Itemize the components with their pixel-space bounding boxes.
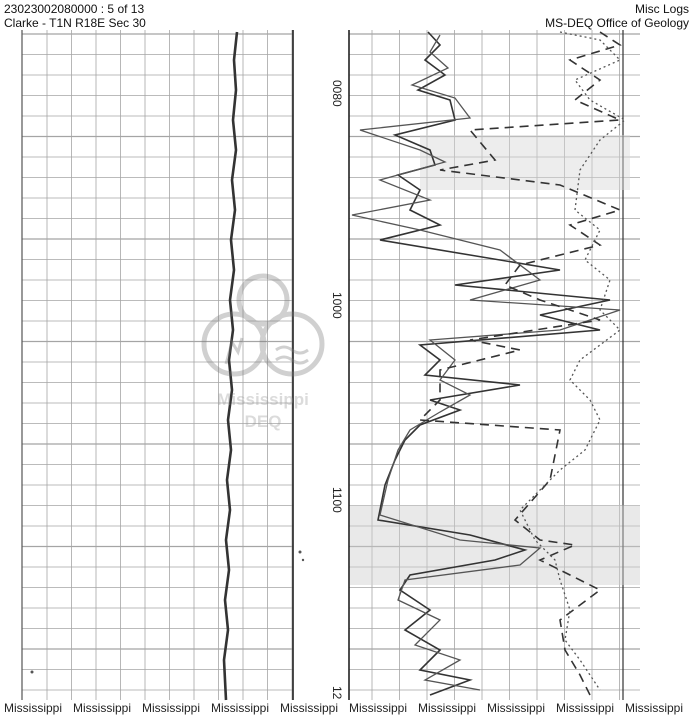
depth-label-1100: 1100	[330, 487, 344, 513]
footer-watermark-text: Mississippi	[4, 701, 63, 715]
footer-watermark-text: Mississippi	[280, 701, 339, 715]
footer-watermark-text: Mississippi	[418, 701, 477, 715]
scan-speck	[31, 671, 34, 674]
footer-watermark-text: Mississippi	[73, 701, 132, 715]
right-track-grid	[349, 30, 640, 700]
shaded-band	[420, 135, 630, 190]
watermark-line1: Mississippi	[217, 390, 309, 409]
depth-label-800: 0080	[330, 80, 344, 107]
well-id-page: 23023002080000 : 5 of 13	[4, 2, 145, 16]
dotted-curve-1	[520, 32, 625, 690]
scan-speck	[299, 551, 302, 554]
log-type: Misc Logs	[634, 2, 689, 16]
footer-watermark-text: Mississippi	[349, 701, 408, 715]
solid-curve-2	[352, 35, 620, 690]
ms-deq-logo-icon	[198, 272, 328, 442]
footer-watermark-text: Mississippi	[625, 701, 684, 715]
dashed-curve-1	[420, 32, 620, 695]
footer-watermark-text: Mississippi	[211, 701, 270, 715]
scan-speck	[302, 559, 304, 561]
agency-name: MS-DEQ Office of Geology	[545, 16, 689, 30]
solid-curve-1	[378, 32, 610, 695]
well-location: Clarke - T1N R18E Sec 30	[4, 16, 146, 30]
watermark-line2: DEQ	[244, 412, 282, 431]
shaded-band	[350, 505, 640, 585]
footer-watermark-text: Mississippi	[142, 701, 201, 715]
footer-watermark-text: Mississippi	[556, 701, 615, 715]
footer-watermark-text: Mississippi	[487, 701, 546, 715]
footer-watermark-strip	[0, 701, 695, 715]
depth-label-1000: 1000	[330, 292, 344, 319]
depth-label-1200: 12	[330, 686, 344, 700]
